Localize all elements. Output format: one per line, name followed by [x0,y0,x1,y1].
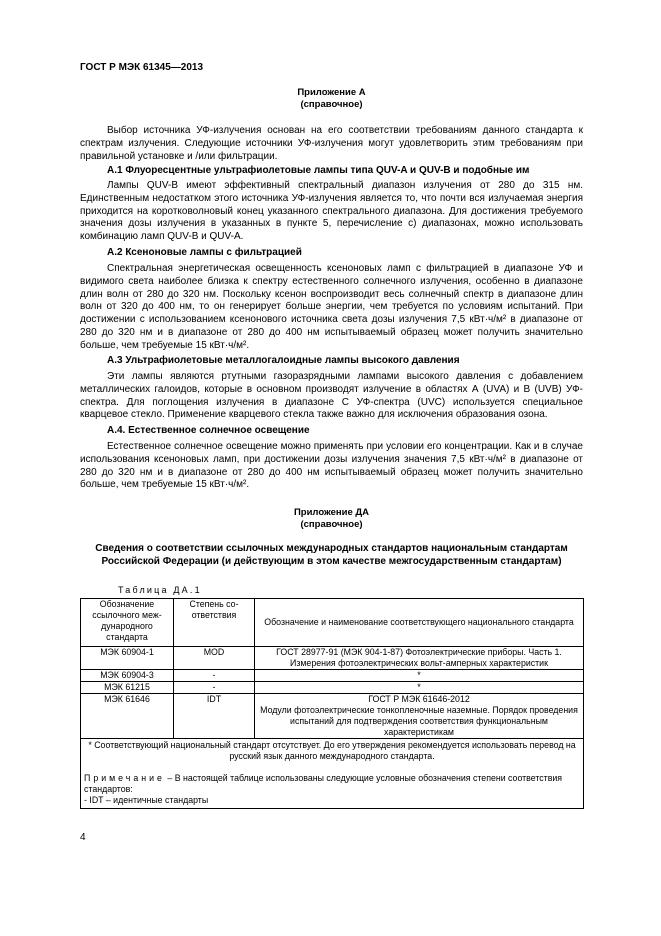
table-cell: IDT [174,694,255,739]
section-a1-text: Лампы QUV-B имеют эффективный спектральный диапазон излучения от 280 до 315 нм. Единственным недостатком этого источника УФ-излучения является то, что почти вся излучаемая энергия приходится на коротковолновый конец указанного спектрального диапазона. Для достижения требуемого значения дозы излучения в указанных в пункте 5, перечисление с) диапазонах, можно использовать комбинацию ламп QUV-B и QUV-A. [80,180,583,243]
note-label: Примечание [84,773,165,783]
appendix-a-title: Приложение А [297,87,366,98]
note [84,773,580,795]
section-a3-text: Эти лампы являются ртутными газоразрядными лампами высокого давления с добавлением металлических галоидов, которые в основном производят излучение в областях А (UVA) и В (UVB) УФ-спектра. Для поглощения излучения в диапазоне С УФ-спектра (UVC) используется специальное кварцевое стекло. Применение кварцевого стекла также важно для исключения образования озона. [80,371,583,421]
section-a2-heading: А.2 Ксеноновые лампы с фильтрацией [107,247,302,258]
footnote: * Соответствующий национальный стандарт отсутствует. До его утверждения рекомендуется использовать перевод на русский язык данного международного стандарта. [88,740,576,761]
table-cell: МЭК 60904-3 [81,670,174,682]
table-cell: ГОСТ 28977-91 (МЭК 904-1-87) Фотоэлектрические приборы. Часть 1. Измерения фотоэлектрических вольт-амперных характеристик [255,647,584,670]
table-cell: МЭК 61215 [81,682,174,694]
section-a4-heading: А.4. Естественное солнечное освещение [107,425,310,436]
table-cell: - [174,670,255,682]
column-header: Степень со-ответствия [174,599,255,647]
table-footnote-row [81,739,584,809]
appendix-a-subtitle: (справочное) [300,98,363,110]
standard-code: ГОСТ Р МЭК 61646-2012 [368,694,470,704]
appendix-da-subtitle: (справочное) [300,518,363,530]
page-number: 4 [80,832,86,843]
table-caption: Таблица ДА.1 [118,585,202,595]
table-cell: - [174,682,255,694]
table-footnote-cell [81,739,584,809]
appendix-da-heading: Сведения о соответствии ссылочных международных стандартов национальным стандартам Российской Федерации (и действующим в этом качестве межгосударственным стандартам) [95,543,568,567]
table-row [81,647,584,670]
appendix-a-title-block [80,87,583,110]
standard-name: Модули фотоэлектрические тонкопленочные наземные. Порядок проведения испытаний для подтверждения соответствия функциональным характеристикам [260,705,578,737]
table-row [81,694,584,739]
table-cell: * [255,670,584,682]
table-cell: * [255,682,584,694]
intro-paragraph: Выбор источника УФ-излучения основан на его соответствии требованиям данного стандарта к спектрам излучения. Следующие источники УФ-излучения могут удовлетворить этим требованиям при правильной установке и /или фильтрации. [80,125,583,162]
column-header: Обозначение ссылочного меж-дународного стандарта [81,599,174,647]
section-a4-text: Естественное солнечное освещение можно применять при условии его концентрации. Как и в случае использования ксеноновых ламп, при достижении дозы излучения значения 7,5 кВт·ч/м² в диапазоне от 280 до 320 нм и в диапазоне от 280 до 400 нм испытываемый образец может получить значительно больше, чем требуемые 15 кВт·ч/м². [80,441,583,491]
appendix-da-title: Приложение ДА [293,507,370,518]
standards-table [80,598,584,809]
note-text: – В настоящей таблице использованы следующие условные обозначения степени соответствия стандартов: [84,773,563,794]
table-cell: МЭК 60904-1 [81,647,174,670]
section-a3-heading: А.3 Ультрафиолетовые металлогалоидные лампы высокого давления [107,355,460,366]
table-row [81,670,584,682]
table-cell [255,694,584,739]
document-header: ГОСТ Р МЭК 61345—2013 [80,62,204,73]
table-row [81,682,584,694]
appendix-da-title-block [80,507,583,530]
section-a1-heading: А.1 Флуоресцентные ультрафиолетовые лампы типа QUV-A и QUV-B и подобные им [107,165,530,176]
table-cell: МЭК 61646 [81,694,174,739]
table-header-row [81,599,584,647]
column-header: Обозначение и наименование соответствующего национального стандарта [255,599,584,647]
section-a2-text: Спектральная энергетическая освещенность ксеноновых ламп с фильтрацией в диапазоне УФ и видимого света наиболее близка к спектру естественного солнечного излучения, особенно в диапазоне длин волн от 280 до 320 нм. Поскольку ксенон воспроизводит весь солнечный спектр в диапазоне длин волн от 320 до 400 нм, то он генерирует больше энергии, чем требуется по условиям испытаний. При достижении с использованием ксенонового источника света дозы излучения 7,5 кВт·ч/м² в диапазоне от 280 до 320 нм и в диапазоне от 280 до 400 нм испытываемый образец может получить значительно больше, чем требуемые 15 кВт·ч/м². [80,263,583,351]
note-item: - IDT – идентичные стандарты [84,795,209,805]
table-cell: MOD [174,647,255,670]
